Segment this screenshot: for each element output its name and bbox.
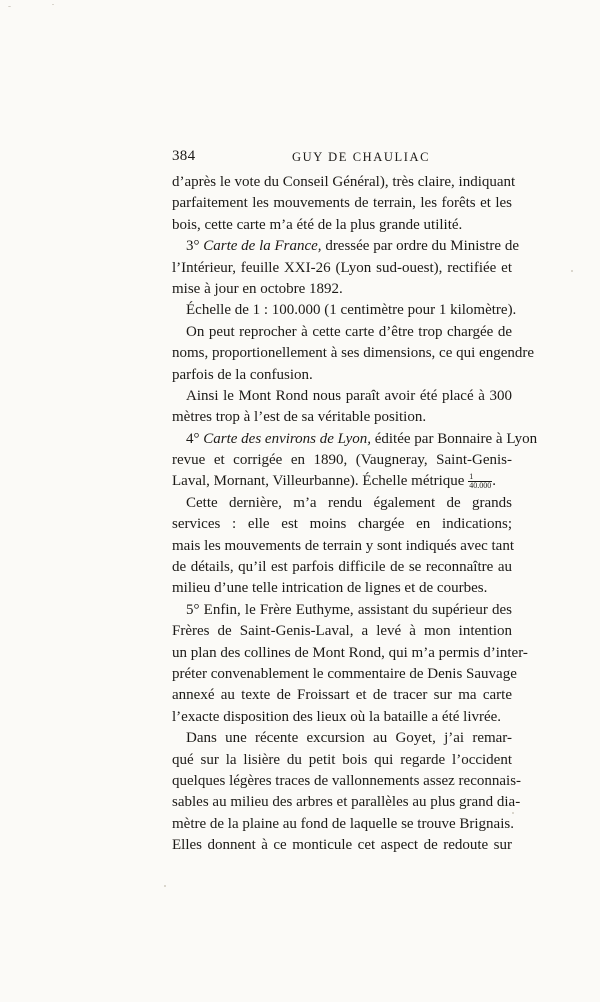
text-line: Frères de Saint-Genis-Laval, a levé à mon intention (172, 623, 512, 640)
text-span: éditée par Bonnaire à Lyon (370, 430, 538, 447)
fraction-numerator: 1 (468, 473, 492, 482)
text-line: sables au milieu des arbres et parallèles au plus grand dia- (172, 794, 521, 811)
text-line: de détails, qu’il est parfois difficile de se reconnaître au (172, 559, 512, 576)
text-span: Laval, Mornant, Villeurbanne). Échelle métrique (172, 473, 469, 490)
text-line: un plan des collines de Mont Rond, qui m’a permis d’inter- (172, 644, 528, 661)
page-number: 384 (172, 148, 196, 164)
running-head (172, 148, 512, 168)
text-line: Ainsi le Mont Rond nous paraît avoir été placé à 300 (186, 387, 512, 404)
text-line: mètres trop à l’est de sa véritable position. (172, 409, 427, 426)
text-line: parfois de la confusion. (172, 366, 313, 383)
text-line: milieu d’une telle intrication de lignes et de courbes. (172, 580, 488, 597)
list-number: 3° (186, 238, 204, 255)
text-line: parfaitement les mouvements de terrain, les forêts et les (172, 195, 512, 212)
text-line: mètre de la plaine au fond de laquelle se trouve Brignais. (172, 815, 514, 832)
text-line: d’après le vote du Conseil Général), très claire, indiquant (172, 174, 516, 190)
text-line: bois, cette carte m’a été de la plus grande utilité. (172, 216, 463, 233)
text-line: revue et corrigée en 1890, (Vaugneray, Saint-Genis- (172, 452, 512, 469)
scale-fraction (468, 473, 492, 490)
text-line: l’exacte disposition des lieux où la bataille a été livrée. (172, 708, 502, 725)
text-line: mise à jour en octobre 1892. (172, 280, 343, 297)
running-title: GUY DE CHAULIAC (292, 150, 431, 164)
text-span: dressée par ordre du Ministre de (321, 238, 519, 255)
list-number: 4° (186, 430, 204, 447)
text-line: noms, proportionellement à ses dimensions, ce qui engendre (172, 345, 534, 362)
text-line: qué sur la lisière du petit bois qui regarde l’occident (172, 751, 512, 768)
text-line: Elles donnent à ce monticule cet aspect de redoute sur (172, 837, 512, 854)
text-line (172, 236, 519, 257)
text-line: 5° Enfin, le Frère Euthyme, assistant du supérieur des (186, 601, 512, 618)
body-text (172, 172, 538, 857)
text-line: quelques légères traces de vallonnements assez reconnais- (172, 772, 522, 789)
map-title: Carte de la France, (203, 238, 322, 255)
text-line: l’Intérieur, feuille XXI-26 (Lyon sud-ouest), rectifiée et (172, 259, 512, 276)
text-line: services : elle est moins chargée en indications; (172, 516, 512, 533)
text-line: Échelle de 1 : 100.000 (1 centimètre pour 1 kilomètre). (186, 302, 517, 319)
text-line (172, 429, 538, 450)
text-line: Laval, Mornant, Villeurbanne). Échelle métrique $\frac{1}{40.000}$ . (172, 472, 496, 491)
text-line: Cette dernière, m’a rendu également de grands (186, 494, 512, 511)
map-title: Carte des environs de Lyon, (203, 430, 371, 447)
text-line: préter convenablement le commentaire de Denis Sauvage (172, 665, 517, 682)
fraction-denominator: 40.000 (469, 481, 492, 491)
text-line: mais les mouvements de terrain y sont indiqués avec tant (172, 537, 514, 554)
text-line: annexé au texte de Froissart et de tracer sur ma carte (172, 687, 512, 704)
text-line: On peut reprocher à cette carte d’être trop chargée de (186, 323, 512, 340)
text-line: Dans une récente excursion au Goyet, j’ai remar- (186, 730, 512, 747)
